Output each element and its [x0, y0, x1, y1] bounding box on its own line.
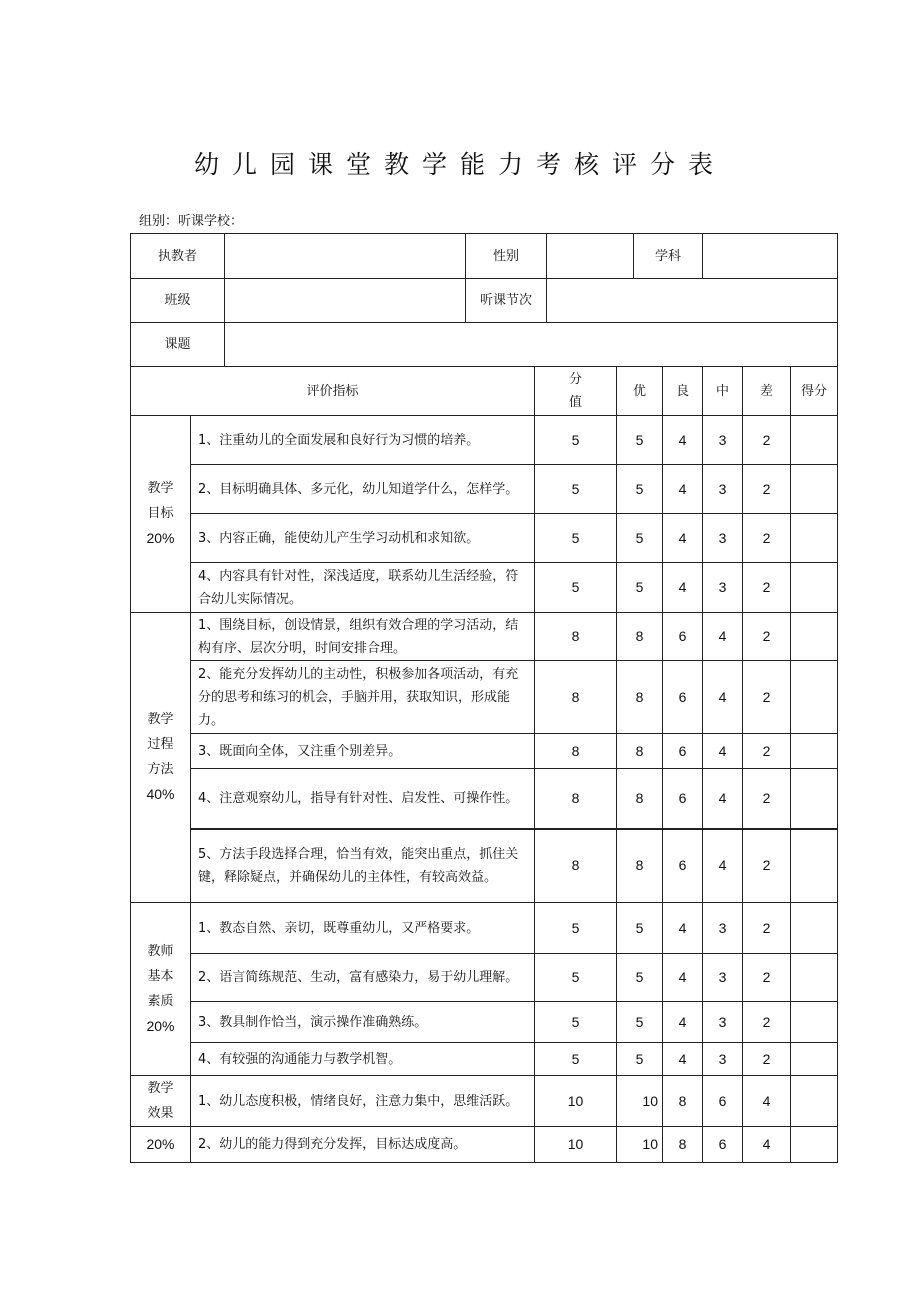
table-row [131, 1043, 838, 1076]
teacher-label: 执教者 [131, 234, 225, 279]
table-row [131, 769, 838, 829]
item-text: 4、有较强的沟通能力与教学机智。 [191, 1043, 535, 1076]
table-row [131, 465, 838, 514]
category-teaching-effect [131, 1076, 191, 1127]
score-input-cell[interactable] [791, 903, 838, 954]
table-row [131, 416, 838, 465]
medium-cell: 6 [703, 1127, 743, 1163]
points-cell: 5 [535, 954, 617, 1002]
category-line: 基本 [147, 968, 174, 984]
points-cell: 5 [535, 1043, 617, 1076]
medium-cell: 3 [703, 954, 743, 1002]
excellent-cell: 10 [617, 1076, 663, 1127]
score-input-cell[interactable] [791, 613, 838, 661]
medium-cell: 3 [703, 563, 743, 613]
table-row [131, 1076, 838, 1127]
points-cell: 8 [535, 734, 617, 769]
category-line: 方法 [147, 762, 174, 777]
item-text: 1、幼儿态度积极，情绪良好，注意力集中，思维活跃。 [191, 1076, 535, 1127]
medium-cell: 4 [703, 734, 743, 769]
excellent-cell: 8 [617, 829, 663, 903]
excellent-cell: 5 [617, 1043, 663, 1076]
score-input-cell[interactable] [791, 734, 838, 769]
score-input-cell[interactable] [791, 954, 838, 1002]
excellent-cell: 8 [617, 613, 663, 661]
item-text: 3、既面向全体，又注重个别差异。 [191, 734, 535, 769]
class-label: 班级 [131, 279, 225, 323]
good-cell: 8 [663, 1076, 703, 1127]
poor-cell: 4 [743, 1076, 791, 1127]
medium-cell: 4 [703, 661, 743, 734]
category-line: 教学 [147, 1081, 174, 1096]
points-header [535, 367, 617, 416]
item-text: 4、内容具有针对性，深浅适度，联系幼儿生活经验，符合幼儿实际情况。 [191, 563, 535, 613]
score-input-cell[interactable] [791, 1043, 838, 1076]
table-row [131, 734, 838, 769]
category-teaching-process [131, 613, 191, 903]
good-cell: 4 [663, 954, 703, 1002]
topic-field[interactable] [225, 323, 838, 367]
points-cell: 8 [535, 613, 617, 661]
header-row [131, 367, 838, 416]
item-text: 1、教态自然、亲切，既尊重幼儿，又严格要求。 [191, 903, 535, 954]
page-title: 幼儿园课堂教学能力考核评分表 [193, 150, 726, 179]
table-row [131, 563, 838, 613]
points-cell: 8 [535, 769, 617, 829]
poor-cell: 2 [743, 613, 791, 661]
poor-cell: 2 [743, 1002, 791, 1043]
good-header: 良 [663, 367, 703, 416]
excellent-cell: 5 [617, 416, 663, 465]
item-text: 2、能充分发挥幼儿的主动性，积极参加各项活动，有充分的思考和练习的机会，手脑并用，获取知识，形成能力。 [191, 661, 535, 734]
category-line: 教学 [147, 481, 174, 496]
excellent-cell: 5 [617, 1002, 663, 1043]
poor-cell: 2 [743, 514, 791, 563]
poor-cell: 2 [743, 1043, 791, 1076]
category-line: 教学 [147, 712, 174, 727]
score-input-cell[interactable] [791, 1002, 838, 1043]
teacher-field[interactable] [225, 234, 466, 279]
category-weight: 40% [146, 786, 175, 802]
table-row [131, 903, 838, 954]
good-cell: 4 [663, 903, 703, 954]
category-line: 过程 [147, 737, 174, 752]
good-cell: 4 [663, 1043, 703, 1076]
category-line: 教师 [147, 943, 174, 959]
medium-cell: 4 [703, 613, 743, 661]
good-cell: 6 [663, 769, 703, 829]
score-input-cell[interactable] [791, 563, 838, 613]
medium-cell: 4 [703, 769, 743, 829]
score-input-cell[interactable] [791, 416, 838, 465]
poor-header: 差 [743, 367, 791, 416]
category-line: 目标 [147, 506, 174, 521]
excellent-cell: 8 [617, 734, 663, 769]
excellent-cell: 5 [617, 514, 663, 563]
lesson-field[interactable] [547, 279, 838, 323]
excellent-cell: 8 [617, 661, 663, 734]
table-row [131, 1002, 838, 1043]
poor-cell: 2 [743, 661, 791, 734]
category-weight: 20% [146, 530, 175, 546]
item-text: 1、注重幼儿的全面发展和良好行为习惯的培养。 [191, 416, 535, 465]
subject-label: 学科 [634, 234, 703, 279]
item-text: 5、方法手段选择合理，恰当有效，能突出重点，抓住关键，释除疑点，并确保幼儿的主体性，有较高效益。 [191, 829, 535, 903]
item-text: 3、教具制作恰当，演示操作准确熟练。 [191, 1002, 535, 1043]
topic-label: 课题 [131, 323, 225, 367]
table-row [131, 1127, 838, 1163]
excellent-cell: 5 [617, 903, 663, 954]
table-row [131, 661, 838, 734]
poor-cell: 2 [743, 954, 791, 1002]
category-weight: 20% [146, 1017, 175, 1034]
category-line: 效果 [147, 1106, 174, 1121]
points-header-line2: 值 [568, 395, 582, 410]
points-cell: 5 [535, 563, 617, 613]
points-cell: 5 [535, 1002, 617, 1043]
medium-cell: 3 [703, 903, 743, 954]
item-text: 2、幼儿的能力得到充分发挥，目标达成度高。 [191, 1127, 535, 1163]
score-input-cell[interactable] [791, 465, 838, 514]
category-line: 素质 [147, 993, 174, 1009]
item-text: 3、内容正确，能使幼儿产生学习动机和求知欲。 [191, 514, 535, 563]
table-row [131, 829, 838, 903]
excellent-cell: 5 [617, 954, 663, 1002]
table-row [131, 954, 838, 1002]
medium-cell: 3 [703, 1043, 743, 1076]
good-cell: 4 [663, 1002, 703, 1043]
score-table [130, 233, 838, 1163]
good-cell: 6 [663, 613, 703, 661]
points-cell: 5 [535, 903, 617, 954]
poor-cell: 2 [743, 465, 791, 514]
poor-cell: 2 [743, 829, 791, 903]
good-cell: 4 [663, 465, 703, 514]
points-cell: 5 [535, 465, 617, 514]
medium-cell: 3 [703, 514, 743, 563]
points-cell: 10 [535, 1127, 617, 1163]
medium-cell: 3 [703, 465, 743, 514]
points-cell: 8 [535, 829, 617, 903]
excellent-header: 优 [617, 367, 663, 416]
medium-cell: 3 [703, 1002, 743, 1043]
item-text: 2、语言简练规范、生动，富有感染力，易于幼儿理解。 [191, 954, 535, 1002]
medium-header: 中 [703, 367, 743, 416]
poor-cell: 2 [743, 416, 791, 465]
poor-cell: 2 [743, 563, 791, 613]
category-weight: 20% [131, 1127, 191, 1163]
points-cell: 5 [535, 514, 617, 563]
medium-cell: 3 [703, 416, 743, 465]
medium-cell: 6 [703, 1076, 743, 1127]
points-header-line1: 分 [568, 372, 582, 387]
good-cell: 4 [663, 416, 703, 465]
excellent-cell: 8 [617, 769, 663, 829]
category-teacher-quality [131, 903, 191, 1076]
gender-field[interactable] [547, 234, 634, 279]
item-text: 1、围绕目标，创设情景，组织有效合理的学习活动，结构有序、层次分明，时间安排合理。 [191, 613, 535, 661]
excellent-cell: 5 [617, 563, 663, 613]
table-row [131, 514, 838, 563]
table-row [131, 613, 838, 661]
score-input-cell[interactable] [791, 661, 838, 734]
subject-field[interactable] [703, 234, 838, 279]
poor-cell: 2 [743, 769, 791, 829]
excellent-cell: 10 [617, 1127, 663, 1163]
score-header: 得分 [791, 367, 838, 416]
good-cell: 6 [663, 734, 703, 769]
points-cell: 10 [535, 1076, 617, 1127]
score-input-cell[interactable] [791, 769, 838, 829]
group-school-label: 组别：听课学校： [139, 214, 244, 229]
good-cell: 4 [663, 563, 703, 613]
excellent-cell: 5 [617, 465, 663, 514]
good-cell: 8 [663, 1127, 703, 1163]
item-text: 2、目标明确具体、多元化，幼儿知道学什么，怎样学。 [191, 465, 535, 514]
poor-cell: 2 [743, 734, 791, 769]
class-field[interactable] [225, 279, 466, 323]
score-input-cell[interactable] [791, 829, 838, 903]
points-cell: 8 [535, 661, 617, 734]
indicator-header: 评价指标 [131, 367, 535, 416]
score-input-cell[interactable] [791, 1076, 838, 1127]
category-teaching-goals [131, 416, 191, 613]
lesson-label: 听课节次 [466, 279, 547, 323]
good-cell: 6 [663, 829, 703, 903]
points-cell: 5 [535, 416, 617, 465]
score-input-cell[interactable] [791, 514, 838, 563]
medium-cell: 4 [703, 829, 743, 903]
poor-cell: 4 [743, 1127, 791, 1163]
good-cell: 4 [663, 514, 703, 563]
gender-label: 性别 [466, 234, 547, 279]
poor-cell: 2 [743, 903, 791, 954]
score-input-cell[interactable] [791, 1127, 838, 1163]
item-text: 4、注意观察幼儿，指导有针对性、启发性、可操作性。 [191, 769, 535, 829]
good-cell: 6 [663, 661, 703, 734]
